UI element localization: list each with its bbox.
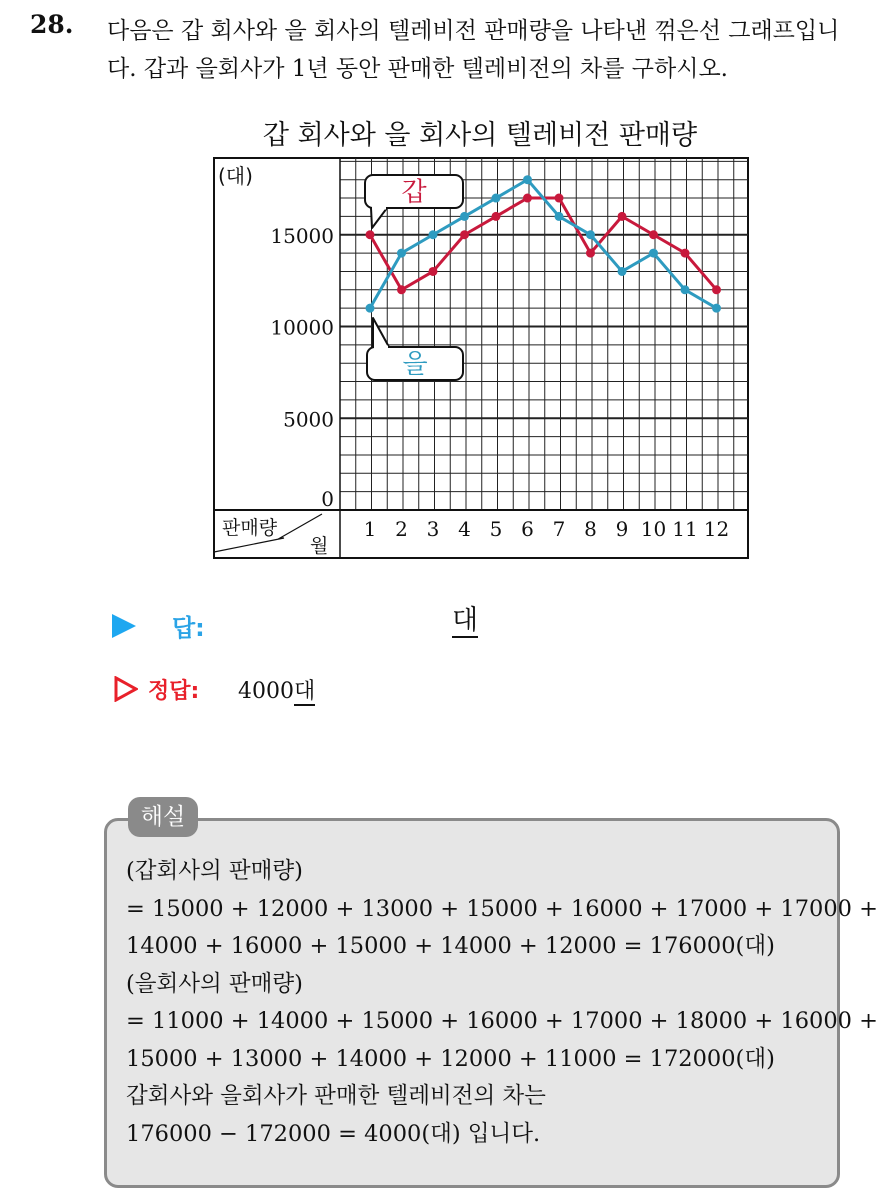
x-tick-label: 4 — [458, 517, 471, 541]
corner-label-sales: 판매량 — [222, 517, 278, 539]
explanation-line: 15000 + 13000 + 14000 + 12000 + 11000 = 172000(대) — [126, 1045, 775, 1072]
explanation-line: 176000 − 172000 = 4000(대) 입니다. — [126, 1120, 541, 1147]
data-point — [649, 249, 658, 258]
x-tick-label: 7 — [552, 517, 566, 541]
explanation-line: (갑회사의 판매량) — [126, 858, 303, 884]
x-tick-label: 10 — [640, 517, 667, 541]
data-point — [586, 230, 595, 239]
x-tick-label: 11 — [672, 517, 698, 541]
data-point — [429, 267, 438, 276]
explanation-line: 14000 + 16000 + 15000 + 14000 + 12000 = 176000(대) — [126, 933, 775, 959]
explanation-text — [126, 853, 878, 1153]
callout-gap-text: 갑 — [401, 177, 427, 208]
explanation-line: 갑회사와 을회사가 판매한 텔레비전의 차는 — [126, 1083, 546, 1109]
y-tick-label: 0 — [321, 487, 334, 511]
data-point — [649, 230, 658, 239]
x-tick-label: 5 — [489, 517, 503, 541]
data-point — [681, 249, 690, 258]
correct-answer — [238, 674, 315, 705]
chart-frame — [214, 158, 748, 558]
y-axis-label: (대) — [218, 164, 253, 188]
x-tick-label: 2 — [395, 517, 408, 541]
data-point — [523, 175, 532, 184]
y-tick-label: 10000 — [270, 315, 334, 340]
y-tick-label: 15000 — [270, 223, 334, 248]
corner-label-month: 월 — [310, 535, 329, 557]
data-point — [681, 285, 690, 294]
x-tick-label: 6 — [521, 517, 534, 541]
data-point — [460, 212, 469, 221]
explanation-line: = 15000 + 12000 + 13000 + 15000 + 16000 + 17000 + 17000 + — [126, 895, 878, 922]
x-tick-label: 3 — [426, 517, 440, 541]
correct-answer-value: 4000 — [238, 679, 294, 704]
correct-answer-unit: 대 — [294, 679, 316, 704]
callout-eul-text: 을 — [402, 349, 428, 380]
data-point — [397, 249, 406, 258]
data-point — [712, 285, 721, 294]
data-point — [555, 194, 564, 203]
question-number: 28. — [30, 10, 74, 39]
data-point — [712, 304, 721, 313]
y-tick-label: 5000 — [283, 407, 334, 432]
data-point — [586, 249, 595, 258]
answer-label: 답: — [172, 614, 205, 642]
data-point — [555, 212, 564, 221]
data-point — [397, 285, 406, 294]
answer-unit: 대 — [452, 605, 479, 636]
explanation-line: = 11000 + 14000 + 15000 + 16000 + 17000 + 18000 + 16000 + — [126, 1008, 878, 1034]
data-point — [523, 194, 532, 203]
answer-arrow-icon — [112, 614, 136, 638]
data-point — [492, 212, 501, 221]
data-point — [366, 304, 375, 313]
correct-answer-arrow-icon — [114, 676, 138, 702]
data-point — [460, 230, 469, 239]
x-tick-label: 12 — [703, 517, 730, 541]
data-point — [618, 212, 627, 221]
x-tick-label: 8 — [584, 517, 597, 541]
x-tick-label: 9 — [615, 517, 629, 541]
explanation-line: (을회사의 판매량) — [126, 970, 303, 997]
data-point — [618, 267, 627, 276]
chart-title: 갑 회사와 을 회사의 텔레비전 판매량 — [262, 120, 698, 151]
correct-answer-label: 정답: — [148, 679, 200, 704]
question-text: 다음은 갑 회사와 을 회사의 텔레비전 판매량을 나타낸 꺾은선 그래프입니다. 갑과 을회사가 1년 동안 판매한 텔레비전의 차를 구하시오. — [107, 18, 840, 82]
data-point — [366, 230, 375, 239]
data-point — [429, 230, 438, 239]
explanation-tag: 해설 — [128, 797, 198, 837]
data-point — [492, 194, 501, 203]
x-tick-label: 1 — [363, 517, 377, 541]
